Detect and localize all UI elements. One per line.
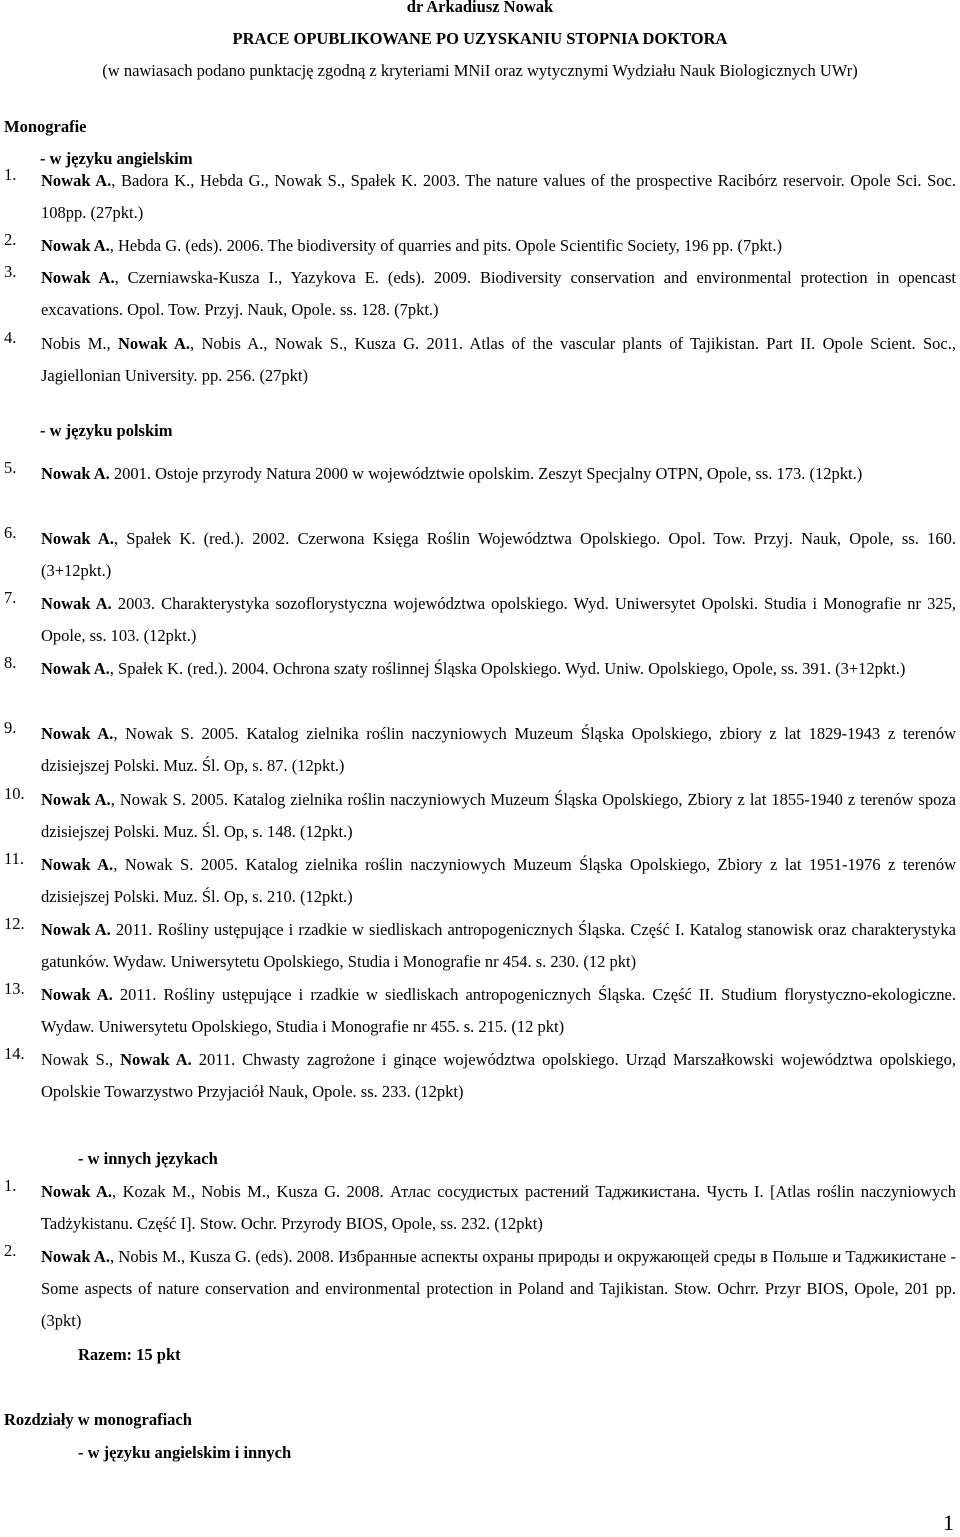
entry-author-highlight: Nowak A. bbox=[118, 334, 190, 353]
entry-author-highlight: Nowak A. bbox=[41, 724, 114, 743]
entry-number: 8. bbox=[4, 653, 17, 672]
page-number: 1 bbox=[943, 1510, 954, 1535]
entry-text bbox=[41, 784, 956, 848]
entry-text bbox=[41, 328, 956, 392]
entry-citation: , Spałek K. (red.). 2002. Czerwona Księga Roślin Województwa Opolskiego. Opol. Tow. Przyj. Nauk, Opole, ss. 160. (3+12pkt.) bbox=[41, 529, 957, 580]
entry-number: 3. bbox=[4, 262, 17, 281]
entry-citation: , Nowak S. 2005. Katalog zielnika roślin naczyniowych Muzeum Śląska Opolskiego, Zbiory z lat 1855-1940 z terenów spoza dzisiejszej Polski. Muz. Śl. Op, s. 148. (12pkt.) bbox=[41, 790, 957, 841]
entry-coauthors-before: Nobis M., bbox=[41, 334, 119, 353]
entry-citation: , Spałek K. (red.). 2004. Ochrona szaty roślinnej Śląska Opolskiego. Wyd. Uniw. Opolskiego, Opole, ss. 391. (3+12pkt.) bbox=[109, 659, 906, 678]
entry-number: 1. bbox=[4, 165, 17, 184]
entry-text bbox=[41, 262, 956, 326]
entry-citation: , Kozak M., Nobis M., Kusza G. 2008. Атлас сосудистых растений Таджикистана. Чусть I. [Atlas roślin naczyniowych Tadżykistanu. Część I]. Stow. Ochr. Przyrody BIOS, Opole, ss. 232. (12pkt) bbox=[41, 1182, 956, 1233]
author-name: dr Arkadiusz Nowak bbox=[406, 0, 554, 16]
entry-author-highlight: Nowak A. bbox=[41, 268, 115, 287]
entry-text bbox=[41, 1176, 956, 1240]
entry-citation: , Nobis A., Nowak S., Kusza G. 2011. Atlas of the vascular plants of Tajikistan. Part II. Opole Scient. Soc., Jagiellonian University. pp. 256. (27pkt) bbox=[41, 334, 957, 385]
entry-author-highlight: Nowak A. bbox=[41, 985, 113, 1004]
entry-author-highlight: Nowak A. bbox=[41, 464, 110, 483]
entry-text bbox=[41, 653, 956, 685]
entry-number: 2. bbox=[4, 1241, 17, 1260]
entry-citation: , Czerniawska-Kusza I., Yazykova E. (eds). 2009. Biodiversity conservation and environmental protection in opencast excavations. Opol. Tow. Przyj. Nauk, Opole. ss. 128. (7pkt.) bbox=[41, 268, 957, 319]
entry-text bbox=[41, 230, 956, 262]
entry-citation: 2011. Chwasty zagrożone i ginące województwa opolskiego. Urząd Marszałkowski województwa opolskiego, Opolskie Towarzystwo Przyjaciół Nauk, Opole. ss. 233. (12pkt) bbox=[41, 1050, 956, 1101]
entry-text bbox=[41, 849, 956, 913]
entry-citation: 2011. Rośliny ustępujące i rzadkie w siedliskach antropogenicznych Śląska. Część I. Katalog stanowisk oraz charakterystyka gatunków. Wydaw. Uniwersytetu Opolskiego, Studia i Monografie nr 454. s. 230. (12 pkt) bbox=[41, 920, 956, 971]
entry-author-highlight: Nowak A. bbox=[41, 236, 110, 255]
section-monografie-heading: Monografie bbox=[4, 117, 87, 136]
entry-number: 7. bbox=[4, 588, 17, 607]
entry-citation: 2011. Rośliny ustępujące i rzadkie w siedliskach antropogenicznych Śląska. Część II. Studium florystyczno-ekologiczne. Wydaw. Uniwersytetu Opolskiego, Studia i Monografie nr 455. s. 215. (12 pkt) bbox=[41, 985, 956, 1036]
entry-author-highlight: Nowak A. bbox=[41, 171, 112, 190]
entry-text bbox=[41, 458, 956, 490]
entry-number: 2. bbox=[4, 230, 17, 249]
entry-number: 10. bbox=[4, 784, 25, 803]
entry-text bbox=[41, 588, 956, 652]
entry-citation: , Badora K., Hebda G., Nowak S., Spałek K. 2003. The nature values of the prospective Racibórz reservoir. Opole Sci. Soc. 108pp. (27pkt.) bbox=[41, 171, 957, 222]
entry-citation: , Hebda G. (eds). 2006. The biodiversity of quarries and pits. Opole Scientific Society, 196 pp. (7pkt.) bbox=[109, 236, 783, 255]
entry-number: 12. bbox=[4, 914, 25, 933]
entry-text bbox=[41, 165, 956, 229]
rozdzialy-subheading: - w języku angielskim i innych bbox=[78, 1443, 292, 1462]
entry-text bbox=[41, 979, 956, 1043]
english-subheading: - w języku angielskim bbox=[40, 149, 193, 168]
entry-citation: , Nowak S. 2005. Katalog zielnika roślin naczyniowych Muzeum Śląska Opolskiego, Zbiory z lat 1951-1976 z terenów dzisiejszej Polski. Muz. Śl. Op, s. 210. (12pkt.) bbox=[41, 855, 956, 906]
entry-text bbox=[41, 718, 956, 782]
entry-citation: , Nowak S. 2005. Katalog zielnika roślin naczyniowych Muzeum Śląska Opolskiego, zbiory z lat 1829-1943 z terenów dzisiejszej Polski. Muz. Śl. Op, s. 87. (12pkt.) bbox=[41, 724, 956, 775]
entry-text bbox=[41, 523, 956, 587]
other-subheading: - w innych językach bbox=[78, 1149, 218, 1168]
entry-author-highlight: Nowak A. bbox=[41, 529, 114, 548]
entry-author-highlight: Nowak A. bbox=[41, 920, 111, 939]
entry-text bbox=[41, 1044, 956, 1108]
entry-number: 6. bbox=[4, 523, 17, 542]
entry-number: 9. bbox=[4, 718, 17, 737]
entry-number: 13. bbox=[4, 979, 25, 998]
page-title: PRACE OPUBLIKOWANE PO UZYSKANIU STOPNIA DOKTORA bbox=[232, 29, 728, 48]
entry-number: 4. bbox=[4, 328, 17, 347]
entry-number: 14. bbox=[4, 1044, 25, 1063]
entry-author-highlight: Nowak A. bbox=[41, 1182, 113, 1201]
entry-author-highlight: Nowak A. bbox=[41, 790, 111, 809]
section-rozdzialy-heading: Rozdziały w monografiach bbox=[4, 1410, 192, 1429]
entry-number: 11. bbox=[4, 849, 25, 868]
entry-citation: , Nobis M., Kusza G. (eds). 2008. Избранные аспекты охраны природы и окружающей среды в Польше и Таджикистане - Some aspects of nature conservation and environmental protection in Poland and Tajikistan. Stow. Ochrr. Przyr BIOS, Opole, 201 pp. (3pkt) bbox=[41, 1247, 956, 1330]
entry-author-highlight: Nowak A. bbox=[41, 1247, 110, 1266]
entry-author-highlight: Nowak A. bbox=[120, 1050, 192, 1069]
points-note: (w nawiasach podano punktację zgodną z kryteriami MNiI oraz wytycznymi Wydziału Nauk Biologicznych UWr) bbox=[102, 61, 858, 80]
entry-citation: 2001. Ostoje przyrody Natura 2000 w województwie opolskim. Zeszyt Specjalny OTPN, Opole, ss. 173. (12pkt.) bbox=[109, 464, 863, 483]
entry-text bbox=[41, 914, 956, 978]
entry-author-highlight: Nowak A. bbox=[41, 855, 114, 874]
entry-author-highlight: Nowak A. bbox=[41, 594, 112, 613]
entry-text bbox=[41, 1241, 956, 1337]
total-points: Razem: 15 pkt bbox=[78, 1345, 181, 1364]
entry-author-highlight: Nowak A. bbox=[41, 659, 110, 678]
entry-number: 1. bbox=[4, 1176, 17, 1195]
entry-coauthors-before: Nowak S., bbox=[41, 1050, 121, 1069]
entry-citation: 2003. Charakterystyka sozoflorystyczna województwa opolskiego. Wyd. Uniwersytet Opolski. Studia i Monografie nr 325, Opole, ss. 103. (12pkt.) bbox=[41, 594, 956, 645]
polish-subheading: - w języku polskim bbox=[40, 421, 173, 440]
entry-number: 5. bbox=[4, 458, 17, 477]
